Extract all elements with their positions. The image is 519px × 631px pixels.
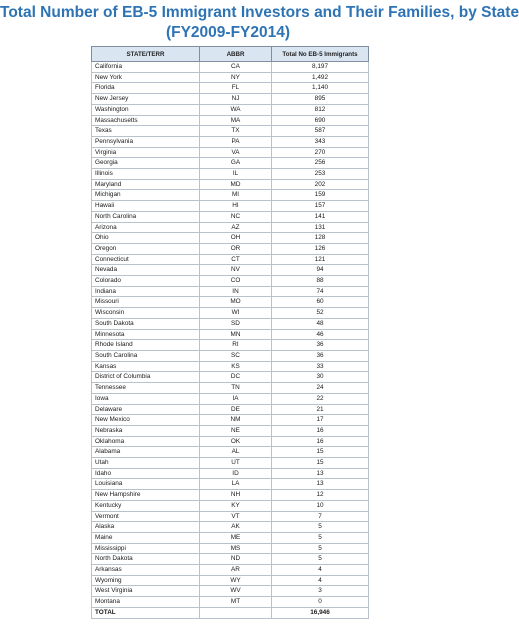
abbr-cell: MD	[200, 179, 272, 190]
total-cell: 33	[272, 361, 369, 372]
total-cell: 128	[272, 233, 369, 244]
state-cell: Illinois	[92, 169, 200, 180]
table-row	[92, 62, 369, 73]
table-row	[92, 479, 369, 490]
grand-total-cell: 16,946	[272, 607, 369, 618]
table-total-row	[92, 607, 369, 618]
total-cell: 74	[272, 286, 369, 297]
abbr-cell: VT	[200, 511, 272, 522]
abbr-cell: ID	[200, 468, 272, 479]
state-cell: Wyoming	[92, 575, 200, 586]
total-cell: 202	[272, 179, 369, 190]
abbr-cell: IL	[200, 169, 272, 180]
total-cell: 343	[272, 136, 369, 147]
state-cell: Mississippi	[92, 543, 200, 554]
total-cell: 46	[272, 329, 369, 340]
total-cell: 1,492	[272, 72, 369, 83]
title-line-2: (FY2009-FY2014)	[165, 24, 291, 41]
abbr-cell: MS	[200, 543, 272, 554]
abbr-cell: IA	[200, 393, 272, 404]
title-line-1: Total Number of EB-5 Immigrant Investors and Their Families, by State	[0, 4, 519, 21]
table-row	[92, 597, 369, 608]
state-cell: North Dakota	[92, 554, 200, 565]
table-row	[92, 286, 369, 297]
abbr-cell: MT	[200, 597, 272, 608]
abbr-cell: TX	[200, 126, 272, 137]
state-cell: Kentucky	[92, 500, 200, 511]
state-cell: District of Columbia	[92, 372, 200, 383]
table-row	[92, 201, 369, 212]
table-row	[92, 425, 369, 436]
state-cell: Ohio	[92, 233, 200, 244]
total-cell: 16	[272, 425, 369, 436]
state-cell: Alabama	[92, 447, 200, 458]
table-row	[92, 265, 369, 276]
total-cell: 60	[272, 297, 369, 308]
abbr-cell: MI	[200, 190, 272, 201]
total-cell: 7	[272, 511, 369, 522]
total-cell: 121	[272, 254, 369, 265]
header-state: STATE/TERR	[92, 47, 200, 62]
total-cell: 587	[272, 126, 369, 137]
abbr-cell: DE	[200, 404, 272, 415]
abbr-cell: AL	[200, 447, 272, 458]
abbr-cell: CO	[200, 276, 272, 287]
state-cell: Vermont	[92, 511, 200, 522]
table-row	[92, 308, 369, 319]
total-cell: 30	[272, 372, 369, 383]
total-cell: 0	[272, 597, 369, 608]
total-cell: 24	[272, 383, 369, 394]
state-cell: Nebraska	[92, 425, 200, 436]
total-cell: 126	[272, 243, 369, 254]
table-row	[92, 350, 369, 361]
state-cell: Michigan	[92, 190, 200, 201]
table-row	[92, 72, 369, 83]
table-row	[92, 276, 369, 287]
eb5-state-table	[91, 46, 369, 619]
table-row	[92, 94, 369, 105]
table-row	[92, 297, 369, 308]
table-row	[92, 340, 369, 351]
table-row	[92, 575, 369, 586]
total-cell: 13	[272, 468, 369, 479]
abbr-cell: SC	[200, 350, 272, 361]
state-cell: New York	[92, 72, 200, 83]
table-row	[92, 83, 369, 94]
state-cell: California	[92, 62, 200, 73]
table-row	[92, 361, 369, 372]
abbr-cell: NJ	[200, 94, 272, 105]
state-cell: Florida	[92, 83, 200, 94]
total-cell: 5	[272, 543, 369, 554]
table-row	[92, 318, 369, 329]
table-row	[92, 490, 369, 501]
abbr-cell: NC	[200, 211, 272, 222]
table-row	[92, 222, 369, 233]
state-cell: Hawaii	[92, 201, 200, 212]
data-table-container	[91, 46, 368, 619]
total-cell: 12	[272, 490, 369, 501]
state-cell: Maryland	[92, 179, 200, 190]
table-row	[92, 554, 369, 565]
state-cell: Wisconsin	[92, 308, 200, 319]
total-cell: 36	[272, 340, 369, 351]
state-cell: Utah	[92, 458, 200, 469]
total-cell: 5	[272, 554, 369, 565]
total-cell: 8,197	[272, 62, 369, 73]
total-cell: 15	[272, 458, 369, 469]
state-cell: Oregon	[92, 243, 200, 254]
total-cell: 15	[272, 447, 369, 458]
state-cell: Alaska	[92, 522, 200, 533]
table-row	[92, 169, 369, 180]
abbr-cell: CT	[200, 254, 272, 265]
state-cell: Pennsylvania	[92, 136, 200, 147]
table-row	[92, 586, 369, 597]
state-cell: South Carolina	[92, 350, 200, 361]
state-cell: Massachusetts	[92, 115, 200, 126]
total-cell: 5	[272, 532, 369, 543]
state-cell: Iowa	[92, 393, 200, 404]
table-row	[92, 104, 369, 115]
state-cell: Maine	[92, 532, 200, 543]
total-cell: 13	[272, 479, 369, 490]
state-cell: Indiana	[92, 286, 200, 297]
table-row	[92, 404, 369, 415]
abbr-cell: MN	[200, 329, 272, 340]
state-cell: West Virginia	[92, 586, 200, 597]
total-cell: 157	[272, 201, 369, 212]
abbr-cell: WY	[200, 575, 272, 586]
total-cell: 256	[272, 158, 369, 169]
table-row	[92, 522, 369, 533]
abbr-cell: AZ	[200, 222, 272, 233]
state-cell: Oklahoma	[92, 436, 200, 447]
abbr-cell: LA	[200, 479, 272, 490]
table-row	[92, 458, 369, 469]
total-cell: 3	[272, 586, 369, 597]
abbr-cell: DC	[200, 372, 272, 383]
abbr-cell: HI	[200, 201, 272, 212]
total-cell: 52	[272, 308, 369, 319]
total-cell: 16	[272, 436, 369, 447]
total-cell: 94	[272, 265, 369, 276]
abbr-cell: KS	[200, 361, 272, 372]
total-cell: 1,140	[272, 83, 369, 94]
abbr-cell: FL	[200, 83, 272, 94]
state-cell: Georgia	[92, 158, 200, 169]
total-cell: 895	[272, 94, 369, 105]
table-row	[92, 543, 369, 554]
total-cell: 141	[272, 211, 369, 222]
table-row	[92, 243, 369, 254]
header-total: Total No EB-5 Immigrants	[272, 47, 369, 62]
table-row	[92, 372, 369, 383]
abbr-cell: OK	[200, 436, 272, 447]
abbr-cell: GA	[200, 158, 272, 169]
abbr-cell: ME	[200, 532, 272, 543]
table-row	[92, 447, 369, 458]
total-cell: 36	[272, 350, 369, 361]
table-body	[92, 62, 369, 619]
abbr-cell: AK	[200, 522, 272, 533]
table-header-row	[92, 47, 369, 62]
state-cell: Missouri	[92, 297, 200, 308]
table-row	[92, 511, 369, 522]
state-cell: Connecticut	[92, 254, 200, 265]
state-cell: Kansas	[92, 361, 200, 372]
abbr-cell: NM	[200, 415, 272, 426]
state-cell: Arkansas	[92, 565, 200, 576]
table-row	[92, 136, 369, 147]
state-cell: Texas	[92, 126, 200, 137]
total-cell: 4	[272, 565, 369, 576]
abbr-cell: MA	[200, 115, 272, 126]
abbr-cell: KY	[200, 500, 272, 511]
abbr-cell: VA	[200, 147, 272, 158]
state-cell: New Jersey	[92, 94, 200, 105]
table-row	[92, 126, 369, 137]
abbr-cell: AR	[200, 565, 272, 576]
abbr-cell: OH	[200, 233, 272, 244]
abbr-cell: WA	[200, 104, 272, 115]
abbr-cell: MO	[200, 297, 272, 308]
table-row	[92, 158, 369, 169]
state-cell: Rhode Island	[92, 340, 200, 351]
abbr-cell: WV	[200, 586, 272, 597]
table-row	[92, 190, 369, 201]
state-cell: Montana	[92, 597, 200, 608]
state-cell: Washington	[92, 104, 200, 115]
state-cell: South Dakota	[92, 318, 200, 329]
table-row	[92, 329, 369, 340]
total-cell: 22	[272, 393, 369, 404]
abbr-cell: TN	[200, 383, 272, 394]
state-cell: Arizona	[92, 222, 200, 233]
abbr-cell: NH	[200, 490, 272, 501]
abbr-cell: PA	[200, 136, 272, 147]
abbr-cell: UT	[200, 458, 272, 469]
table-row	[92, 383, 369, 394]
table-row	[92, 415, 369, 426]
total-cell: 690	[272, 115, 369, 126]
state-cell: North Carolina	[92, 211, 200, 222]
state-cell: Virginia	[92, 147, 200, 158]
table-row	[92, 179, 369, 190]
abbr-cell: OR	[200, 243, 272, 254]
table-row	[92, 500, 369, 511]
total-label-cell: TOTAL	[92, 607, 200, 618]
table-row	[92, 254, 369, 265]
abbr-cell: WI	[200, 308, 272, 319]
table-row	[92, 532, 369, 543]
total-cell: 17	[272, 415, 369, 426]
table-row	[92, 436, 369, 447]
abbr-cell: IN	[200, 286, 272, 297]
state-cell: New Hampshire	[92, 490, 200, 501]
total-cell: 5	[272, 522, 369, 533]
header-abbr: ABBR	[200, 47, 272, 62]
abbr-cell: ND	[200, 554, 272, 565]
total-cell: 10	[272, 500, 369, 511]
table-row	[92, 565, 369, 576]
table-row	[92, 393, 369, 404]
table-row	[92, 211, 369, 222]
abbr-cell: RI	[200, 340, 272, 351]
table-row	[92, 233, 369, 244]
state-cell: Colorado	[92, 276, 200, 287]
total-cell: 159	[272, 190, 369, 201]
table-row	[92, 468, 369, 479]
abbr-cell: SD	[200, 318, 272, 329]
total-cell: 270	[272, 147, 369, 158]
total-cell: 21	[272, 404, 369, 415]
total-cell: 812	[272, 104, 369, 115]
total-cell: 131	[272, 222, 369, 233]
table-row	[92, 147, 369, 158]
state-cell: Tennessee	[92, 383, 200, 394]
state-cell: Minnesota	[92, 329, 200, 340]
total-abbr-cell	[200, 607, 272, 618]
total-cell: 4	[272, 575, 369, 586]
table-row	[92, 115, 369, 126]
abbr-cell: NY	[200, 72, 272, 83]
state-cell: Idaho	[92, 468, 200, 479]
total-cell: 88	[272, 276, 369, 287]
state-cell: New Mexico	[92, 415, 200, 426]
state-cell: Nevada	[92, 265, 200, 276]
state-cell: Louisiana	[92, 479, 200, 490]
abbr-cell: CA	[200, 62, 272, 73]
abbr-cell: NE	[200, 425, 272, 436]
total-cell: 253	[272, 169, 369, 180]
state-cell: Delaware	[92, 404, 200, 415]
abbr-cell: NV	[200, 265, 272, 276]
total-cell: 48	[272, 318, 369, 329]
